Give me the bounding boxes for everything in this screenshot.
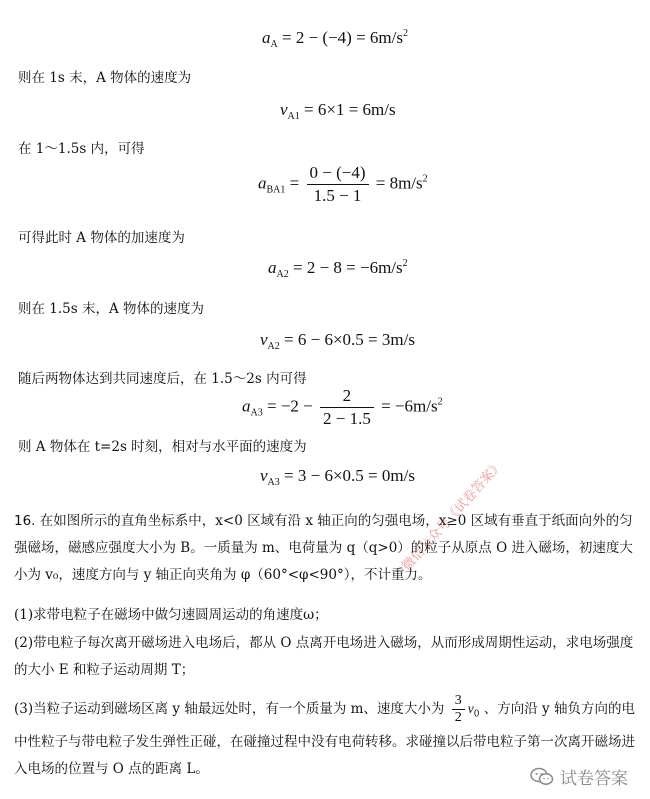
equation-v-A3: $v_{A3} = 3 - 6\times 0.5 = 0m/s$ [260, 466, 415, 488]
watermark-text: 微信公众号《试卷答案》 [399, 457, 507, 574]
equation-a-A2: $a_{A2} = 2 - 8 = -6m/s^2$ [268, 258, 408, 280]
equation-v-A1: $v_{A1} = 6\times 1 = 6m/s$ [280, 100, 396, 122]
question-part-3: (3)当粒子运动到磁场区离 y 轴最远处时，有一个质量为 m、速度大小为 $\frac{3}{2}$ $v_0$ 、方向沿 y 轴负方向的电中性粒子与带电粒子发生弹性正碰，在碰撞过程中没有电荷转移。求碰撞以后带电粒子第一次离开磁场进入电场的位置与 O 点的距离 L。 [14, 693, 635, 777]
text-line: 随后两物体达到共同速度后，在 1.5～2s 内可得 [18, 371, 307, 387]
fraction: $\frac{2}{2 - 1.5}$ [320, 386, 374, 429]
logo-text: 试卷答案 [560, 769, 628, 789]
text-line: 则 A 物体在 t=2s 时刻，相对与水平面的速度为 [18, 439, 307, 455]
wechat-icon [530, 767, 554, 787]
question-number: 16. [14, 513, 36, 529]
text-line: 在 1～1.5s 内，可得 [18, 141, 145, 157]
question-part-2: (2)带电粒子每次离开磁场进入电场后，都从 O 点离开电场进入磁场，从而形成周期性运动，求电场强度的大小 E 和粒子运动周期 T； [14, 635, 634, 678]
logo [530, 764, 628, 789]
equation-v-A2: $v_{A2} = 6 - 6\times 0.5 = 3m/s$ [260, 330, 415, 352]
equation-a-A: $a_A = 2 - (-4) = 6m/s^2$ [262, 28, 408, 50]
text-line: 可得此时 A 物体的加速度为 [18, 230, 185, 246]
equation-a-BA1: $a_{BA1}$ = $\frac{0 - (-4)}{1.5 - 1}$ = $8m/s^2$ [258, 163, 428, 205]
fraction: $\frac{3}{2}$ [452, 694, 465, 725]
text-line: 则在 1s 末，A 物体的速度为 [18, 70, 192, 86]
question-stem: 在如图所示的直角坐标系中，x<0 区域有沿 x 轴正向的匀强电场，x≥0 区域有垂直于纸面向外的匀强磁场，磁感应强度大小为 B。一质量为 m、电荷量为 q（q>0）的粒子从原点 O 进入磁场，初速度大小为 v₀，速度方向与 y 轴正向夹角为 φ（60°<φ<90°），不计重力。 [14, 513, 633, 583]
question-part-1: (1)求带电粒子在磁场中做匀速圆周运动的角速度ω； [14, 607, 328, 623]
text-line: 则在 1.5s 末，A 物体的速度为 [18, 301, 205, 317]
equation-a-A3: $a_{A3} = -2$ − $\frac{2}{2 - 1.5}$ = $-6m/s^2$ [242, 386, 443, 428]
question-16 [14, 508, 639, 589]
fraction: $\frac{0 - (-4)}{1.5 - 1}$ [307, 163, 369, 206]
